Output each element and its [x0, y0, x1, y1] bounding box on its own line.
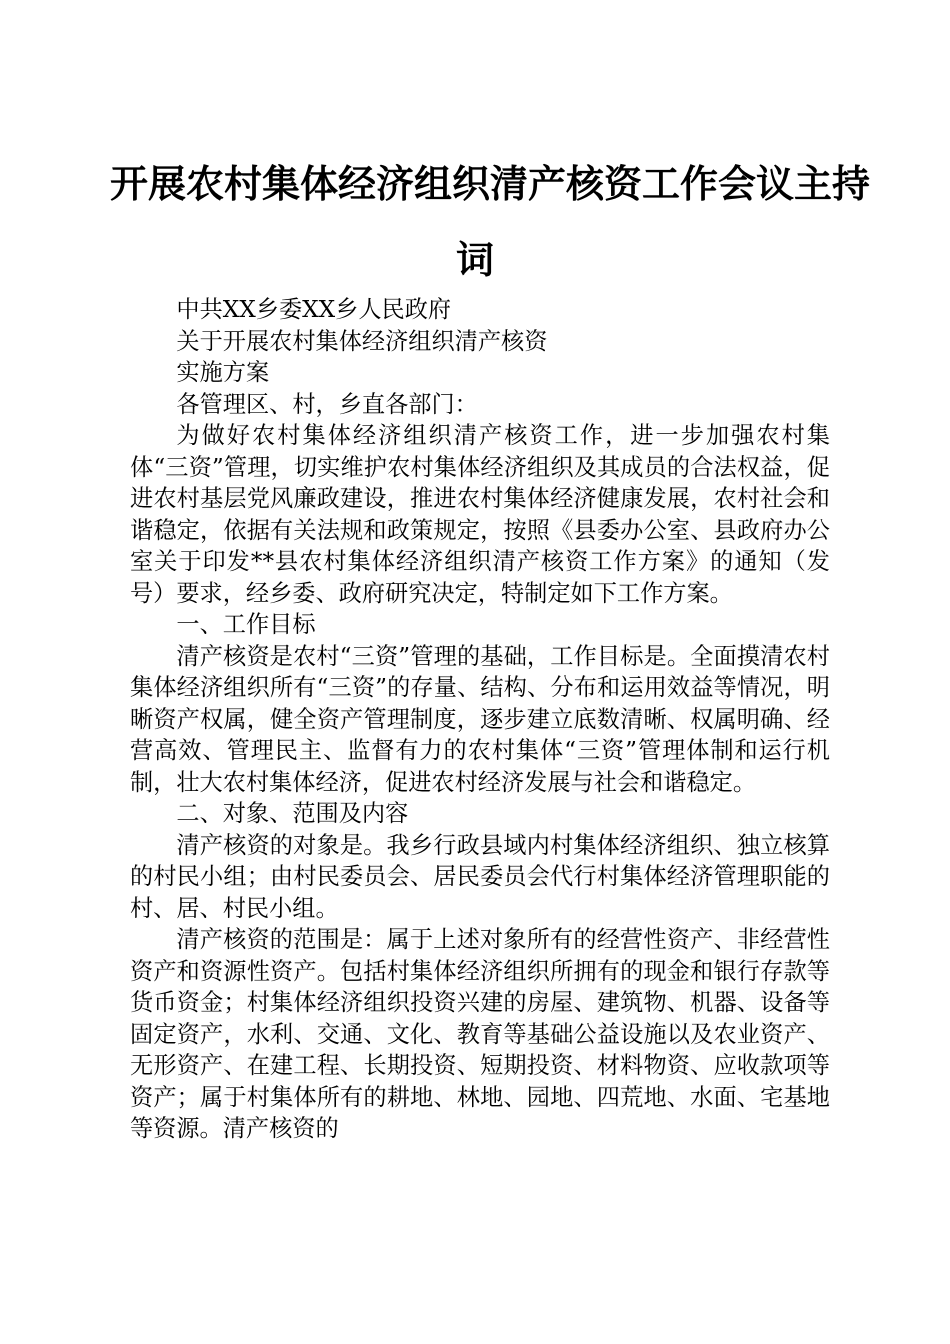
title-line-1: 开展农村集体经济组织清产核资工作会议主持	[110, 162, 871, 206]
subject-line: 关于开展农村集体经济组织清产核资	[176, 327, 548, 355]
document-title	[110, 146, 871, 298]
document-body	[130, 294, 830, 1145]
section-heading-2: 二、对象、范围及内容	[176, 800, 409, 827]
goal-paragraph: 清产核资是农村“三资”管理的基础，工作目标是。全面摸清农村集体经济组织所有“三资”的存量、结构、分布和运用效益等情况，明晰资产权属，健全资产管理制度，逐步建立底数清晰、权属明确、经营高效、管理民主、监督有力的农村集体“三资”管理体制和运行机制，壮大农村集体经济，促进农村经济发展与社会和谐稳定。	[130, 642, 830, 796]
scope-paragraph: 清产核资的范围是：属于上述对象所有的经营性资产、非经营性资产和资源性资产。包括村集体经济组织所拥有的现金和银行存款等货币资金；村集体经济组织投资兴建的房屋、建筑物、机器、设备等固定资产，水利、交通、文化、教育等基础公益设施以及农业资产、无形资产、在建工程、长期投资、短期投资、材料物资、应收款项等资产；属于村集体所有的耕地、林地、园地、四荒地、水面、宅基地等资源。清产核资的	[130, 926, 830, 1142]
salutation-line: 各管理区、村，乡直各部门：	[176, 390, 478, 418]
intro-paragraph: 为做好农村集体经济组织清产核资工作，进一步加强农村集体“三资”管理，切实维护农村集体经济组织及其成员的合法权益，促进农村基层党风廉政建设，推进农村集体经济健康发展，农村社会和谐稳定，依据有关法规和政策规定，按照《县委办公室、县政府办公室关于印发**县农村集体经济组织清产核资工作方案》的通知（发号）要求，经乡委、政府研究决定，特制定如下工作方案。	[130, 422, 830, 607]
section-heading-1: 一、工作目标	[176, 611, 316, 638]
plan-title-line: 实施方案	[176, 359, 270, 386]
title-line-2: 词	[455, 238, 494, 282]
object-paragraph: 清产核资的对象是。我乡行政县域内村集体经济组织、独立核算的村民小组；由村民委员会、居民委员会代行村集体经济管理职能的村、居、村民小组。	[130, 831, 830, 922]
issuer-line: 中共XX乡委XX乡人民政府	[176, 296, 452, 323]
